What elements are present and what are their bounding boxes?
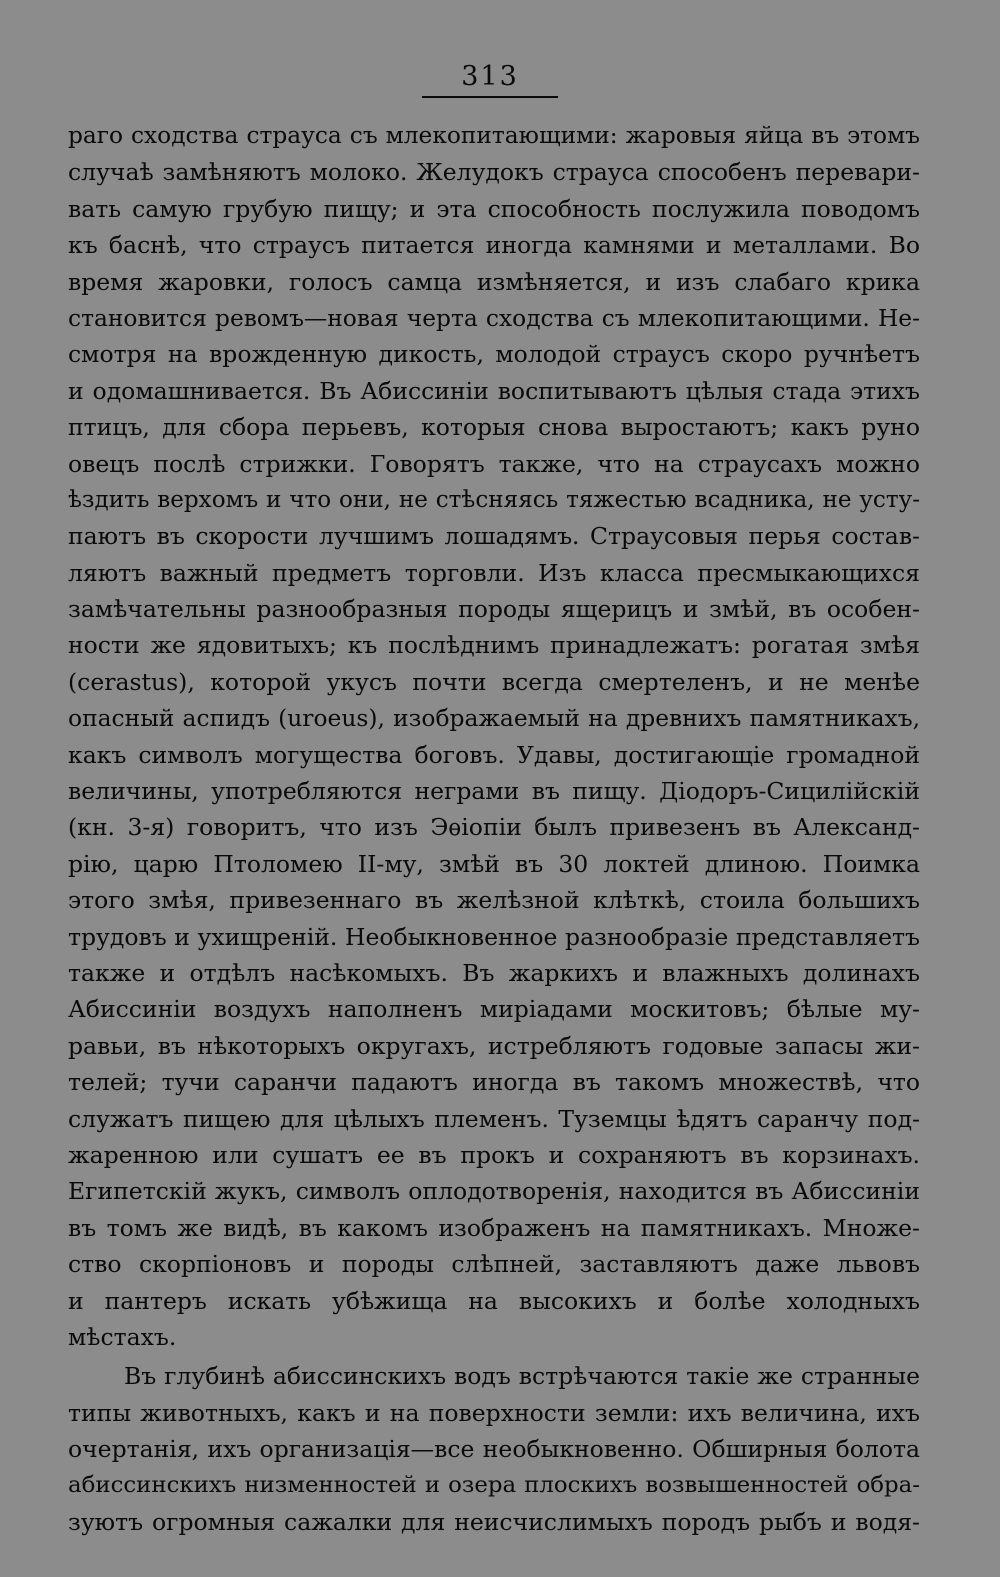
text-line: овецъ послѣ стрижки. Говорятъ также, что на страусахъ можно xyxy=(68,449,920,478)
text-line: зуютъ огромныя сажалки для неисчислимыхъ породъ рыбъ и водя- xyxy=(68,1507,920,1536)
text-line: телей; тучи саранчи падаютъ иногда въ такомъ множествѣ, что xyxy=(68,1068,920,1097)
text-line: величины, употребляются неграми въ пищу. Діодоръ-Сицилійскій xyxy=(68,777,920,806)
text-line: къ баснѣ, что страусъ питается иногда камнями и металлами. Во xyxy=(68,231,920,260)
text-line: абиссинскихъ низменностей и озера плоскихъ возвышенностей обра- xyxy=(68,1472,920,1499)
paragraph-2 xyxy=(68,1358,920,1540)
text-line: служатъ пищею для цѣлыхъ племенъ. Туземцы ѣдятъ саранчу под- xyxy=(68,1104,920,1133)
text-line: очертанія, ихъ организація—все необыкновенно. Обширныя болота xyxy=(68,1435,920,1464)
text-line: вать самую грубую пищу; и эта способность послужила поводомъ xyxy=(68,194,920,223)
text-line: раго сходства страуса съ млекопитающими: жаровыя яйца въ этомъ xyxy=(68,122,920,149)
text-line: типы животныхъ, какъ и на поверхности земли: ихъ величина, ихъ xyxy=(68,1398,920,1427)
text-line: становится ревомъ—новая черта сходства съ млекопитающими. Не- xyxy=(68,303,920,332)
text-line: ности же ядовитыхъ; къ послѣднимъ принадлежатъ: рогатая змѣя xyxy=(68,631,920,660)
text-line: и одомашнивается. Въ Абиссиніи воспитываютъ цѣлыя стада этихъ xyxy=(68,376,920,405)
text-line: какъ символъ могущества боговъ. Удавы, достигающіе громадной xyxy=(68,740,920,769)
text-line: время жаровки, голосъ самца измѣняется, и изъ слабаго крика xyxy=(68,267,920,296)
text-line: рію, царю Птоломею II-му, змѣй въ 30 локтей длиною. Поимка xyxy=(68,849,920,878)
text-line: случаѣ замѣняютъ молоко. Желудокъ страуса способенъ перевари- xyxy=(68,158,920,187)
text-line: смотря на врожденную дикость, молодой страусъ скоро ручнѣетъ xyxy=(68,340,920,369)
text-line: паютъ въ скорости лучшимъ лошадямъ. Страусовыя перья состав- xyxy=(68,522,920,551)
text-line: опасный аспидъ (uroeus), изображаемый на древнихъ памятникахъ, xyxy=(68,704,920,733)
page-number: 313 xyxy=(461,61,519,92)
text-line: ство скорпіоновъ и породы слѣпней, заставляютъ даже львовъ xyxy=(68,1250,920,1279)
text-line: мѣстахъ. xyxy=(68,1322,177,1351)
text-line: Въ глубинѣ абиссинскихъ водъ встрѣчаются такіе же странные xyxy=(124,1362,920,1391)
text-line: замѣчательны разнообразныя породы ящерицъ и змѣй, въ особен- xyxy=(68,595,920,624)
text-line: въ томъ же видѣ, въ какомъ изображенъ на памятникахъ. Множе- xyxy=(68,1213,920,1242)
paragraph-1 xyxy=(68,118,920,1355)
text-line: (кн. 3-я) говоритъ, что изъ Эѳіопіи былъ привезенъ въ Александ- xyxy=(68,813,920,842)
text-line: жаренною или сушатъ ее въ прокъ и сохраняютъ въ корзинахъ. xyxy=(68,1140,920,1169)
text-line: и пантеръ искать убѣжища на высокихъ и болѣе холодныхъ xyxy=(68,1286,920,1315)
text-line: равьи, въ нѣкоторыхъ округахъ, истребляютъ годовые запасы жи- xyxy=(68,1031,920,1060)
text-line: этого змѣя, привезеннаго въ желѣзной клѣткѣ, стоила большихъ xyxy=(68,886,920,915)
text-line: ляютъ важный предметъ торговли. Изъ класса пресмыкающихся xyxy=(68,558,920,587)
text-line: Египетскій жукъ, символъ оплодотворенія, находится въ Абиссиніи xyxy=(68,1177,920,1206)
text-line: (cerastus), которой укусъ почти всегда смертеленъ, и не менѣе xyxy=(68,667,920,696)
header-rule xyxy=(422,96,558,98)
text-line: ѣздить верхомъ и что они, не стѣсняясь тяжестью всадника, не усту- xyxy=(68,486,920,513)
text-line: птицъ, для сбора перьевъ, которыя снова выростаютъ; какъ руно xyxy=(68,413,920,442)
text-line: также и отдѣлъ насѣкомыхъ. Въ жаркихъ и влажныхъ долинахъ xyxy=(68,958,920,987)
body-text xyxy=(68,118,920,1540)
text-line: трудовъ и ухищреній. Необыкновенное разнообразіе представляетъ xyxy=(68,922,920,951)
text-line: Абиссиніи воздухъ наполненъ миріадами москитовъ; бѣлые му- xyxy=(68,995,920,1024)
